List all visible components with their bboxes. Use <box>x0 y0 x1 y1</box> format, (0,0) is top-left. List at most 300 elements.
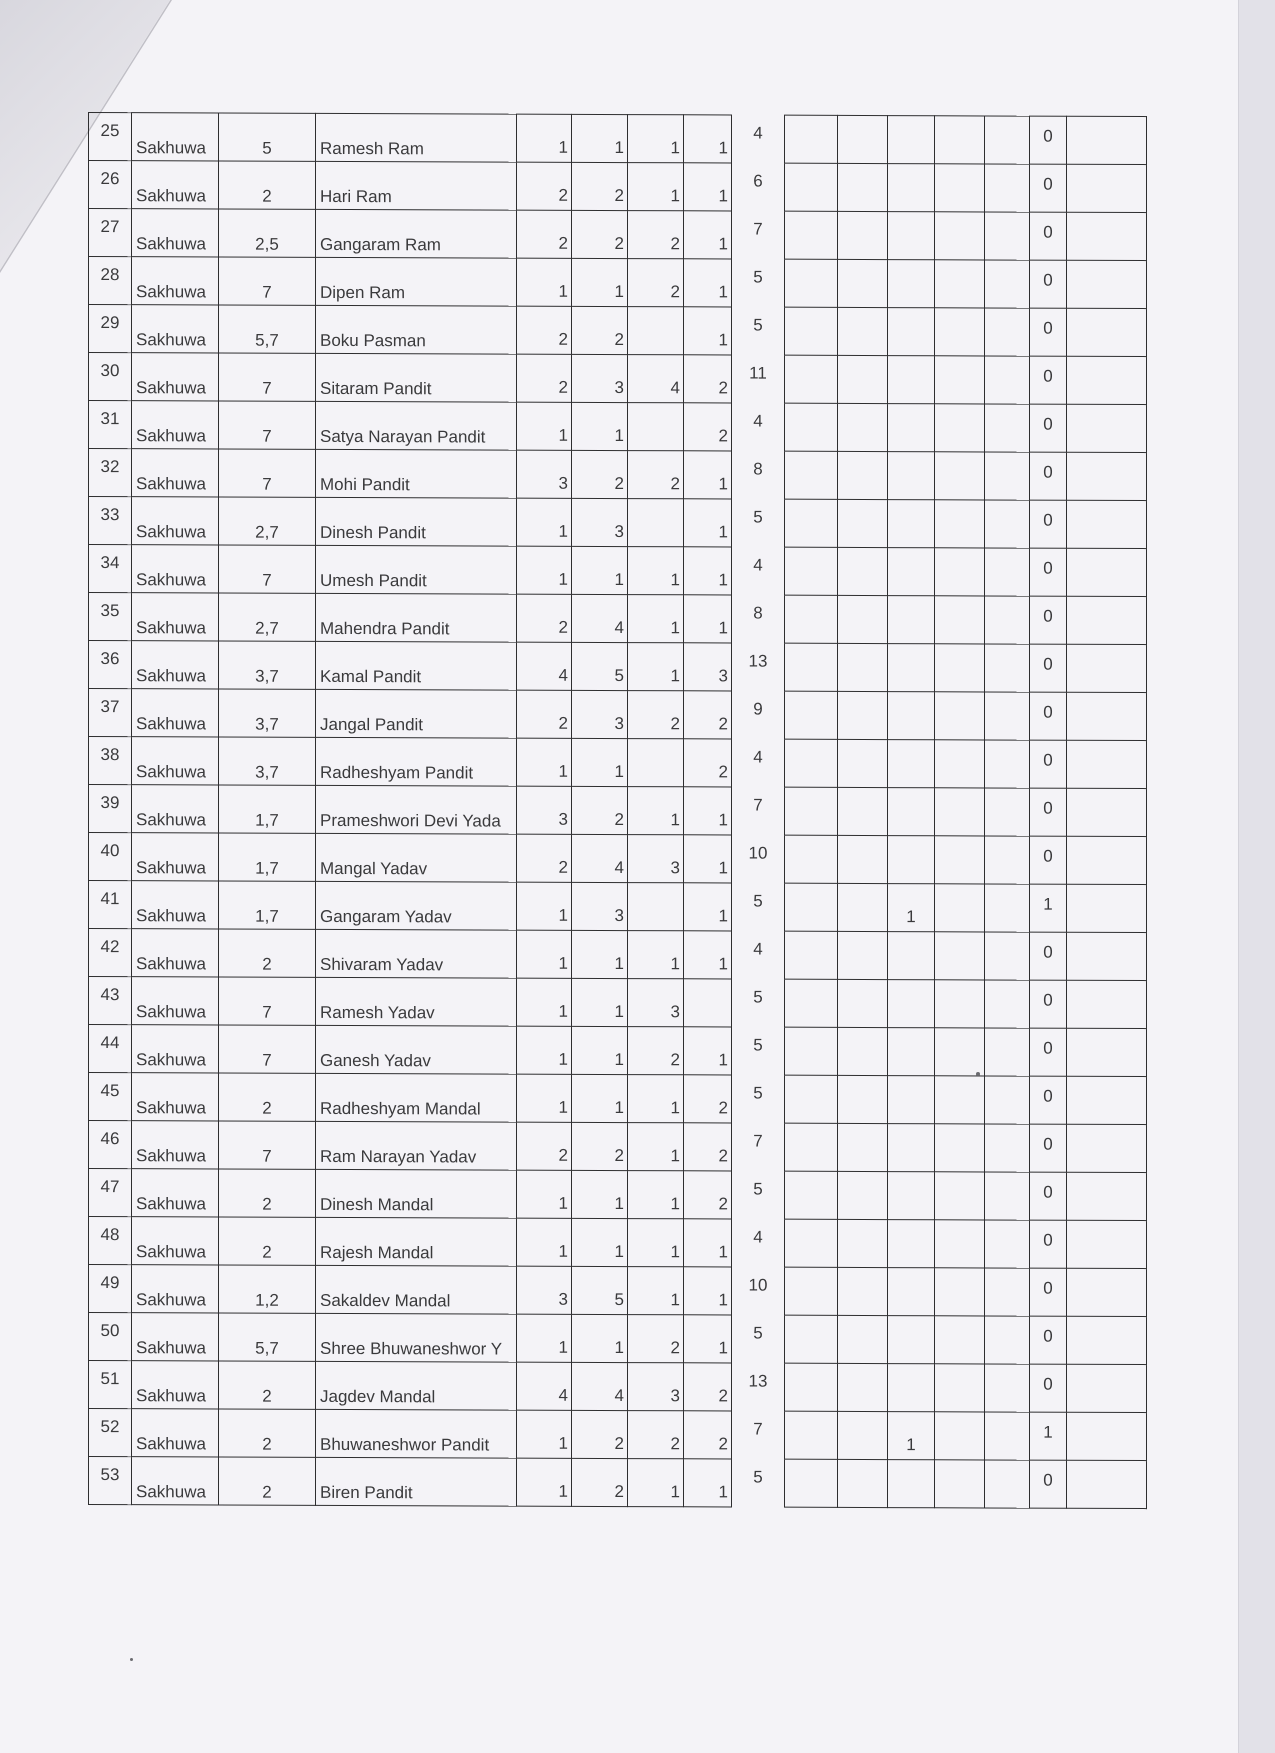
count-cell-3: 1 <box>628 547 684 595</box>
extra-count-cell <box>888 1076 935 1124</box>
blank-cell <box>985 548 1030 596</box>
blank-cell <box>785 547 838 595</box>
count-cell-2: 1 <box>572 930 628 978</box>
blank-cell <box>985 740 1030 788</box>
count-cell-1: 1 <box>517 882 572 930</box>
extra-count-cell <box>888 788 935 836</box>
blank-cell <box>1067 1172 1147 1220</box>
total-cell: 13 <box>732 1363 785 1411</box>
blank-cell <box>1067 740 1147 788</box>
count-cell-1: 1 <box>517 402 572 450</box>
extra-count-cell <box>888 1172 935 1220</box>
name-cell: Jagdev Mandal <box>316 1361 517 1410</box>
count-cell-3: 1 <box>628 1075 684 1123</box>
village-cell: Sakhuwa <box>132 1265 219 1313</box>
blank-cell <box>838 403 888 451</box>
blank-cell <box>935 116 985 164</box>
count-cell-3: 2 <box>628 451 684 499</box>
count-cell-2: 1 <box>572 546 628 594</box>
village-cell: Sakhuwa <box>132 641 219 689</box>
blank-cell <box>1067 1028 1147 1076</box>
total-cell: 5 <box>732 1459 785 1507</box>
blank-cell <box>985 116 1030 164</box>
blank-cell <box>785 739 838 787</box>
row-number: 34 <box>89 545 132 593</box>
scan-speck <box>976 1072 980 1076</box>
scan-speck <box>130 1658 133 1661</box>
count-cell-3: 1 <box>628 1219 684 1267</box>
count-cell-4: 1 <box>684 1267 732 1315</box>
blank-cell <box>785 259 838 307</box>
total-cell: 4 <box>732 1219 785 1267</box>
village-cell: Sakhuwa <box>132 929 219 977</box>
blank-cell <box>985 1460 1030 1508</box>
count-cell-1: 4 <box>517 642 572 690</box>
name-cell: Dipen Ram <box>316 257 517 306</box>
table-row <box>89 1361 1147 1413</box>
blank-cell <box>785 1411 838 1459</box>
blank-cell <box>1067 980 1147 1028</box>
village-cell: Sakhuwa <box>132 113 219 161</box>
blank-cell <box>985 788 1030 836</box>
count-cell-3: 2 <box>628 1411 684 1459</box>
count-cell-1: 1 <box>517 930 572 978</box>
blank-cell <box>935 1316 985 1364</box>
count-cell-3: 3 <box>628 979 684 1027</box>
row-number: 31 <box>89 401 132 449</box>
name-cell: Dinesh Pandit <box>316 497 517 546</box>
flag-cell: 0 <box>1030 980 1067 1028</box>
village-cell: Sakhuwa <box>132 1121 219 1169</box>
count-cell-3: 1 <box>628 1171 684 1219</box>
ward-cell: 1,7 <box>219 881 316 929</box>
ward-cell: 7 <box>219 401 316 449</box>
village-cell: Sakhuwa <box>132 305 219 353</box>
count-cell-1: 1 <box>517 1074 572 1122</box>
flag-cell: 0 <box>1030 500 1067 548</box>
name-cell: Hari Ram <box>316 161 517 210</box>
blank-cell <box>1067 308 1147 356</box>
table-row <box>89 737 1147 789</box>
blank-cell <box>1067 116 1147 164</box>
count-cell-4: 1 <box>684 931 732 979</box>
total-cell: 7 <box>732 1411 785 1459</box>
blank-cell <box>985 164 1030 212</box>
blank-cell <box>838 1171 888 1219</box>
blank-cell <box>838 499 888 547</box>
blank-cell <box>935 500 985 548</box>
name-cell: Mahendra Pandit <box>316 593 517 642</box>
row-number: 37 <box>89 689 132 737</box>
blank-cell <box>985 980 1030 1028</box>
blank-cell <box>838 595 888 643</box>
flag-cell: 1 <box>1030 1412 1067 1460</box>
blank-cell <box>785 787 838 835</box>
name-cell: Mangal Yadav <box>316 833 517 882</box>
extra-count-cell <box>888 164 935 212</box>
count-cell-2: 2 <box>572 162 628 210</box>
table-row <box>89 257 1147 309</box>
count-cell-3: 1 <box>628 115 684 163</box>
blank-cell <box>935 1172 985 1220</box>
ward-cell: 7 <box>219 449 316 497</box>
table-row <box>89 1073 1147 1125</box>
flag-cell: 0 <box>1030 548 1067 596</box>
count-cell-1: 3 <box>517 786 572 834</box>
blank-cell <box>985 356 1030 404</box>
extra-count-cell <box>888 932 935 980</box>
blank-cell <box>785 1219 838 1267</box>
name-cell: Mohi Pandit <box>316 449 517 498</box>
count-cell-4: 2 <box>684 403 732 451</box>
count-cell-3 <box>628 403 684 451</box>
count-cell-2: 1 <box>572 114 628 162</box>
blank-cell <box>838 1219 888 1267</box>
village-cell: Sakhuwa <box>132 257 219 305</box>
page-edge <box>1238 0 1275 1753</box>
blank-cell <box>1067 692 1147 740</box>
village-cell: Sakhuwa <box>132 785 219 833</box>
extra-count-cell: 1 <box>888 1412 935 1460</box>
count-cell-3: 1 <box>628 643 684 691</box>
blank-cell <box>1067 884 1147 932</box>
table-row <box>89 1121 1147 1173</box>
count-cell-1: 1 <box>517 546 572 594</box>
table-row <box>89 545 1147 597</box>
extra-count-cell <box>888 212 935 260</box>
blank-cell <box>785 355 838 403</box>
count-cell-2: 4 <box>572 834 628 882</box>
blank-cell <box>935 1076 985 1124</box>
blank-cell <box>1067 452 1147 500</box>
extra-count-cell <box>888 1364 935 1412</box>
flag-cell: 0 <box>1030 212 1067 260</box>
flag-cell: 0 <box>1030 308 1067 356</box>
count-cell-1: 2 <box>517 210 572 258</box>
village-cell: Sakhuwa <box>132 977 219 1025</box>
name-cell: Ramesh Yadav <box>316 977 517 1026</box>
count-cell-4: 1 <box>684 1027 732 1075</box>
village-cell: Sakhuwa <box>132 1217 219 1265</box>
flag-cell: 0 <box>1030 1124 1067 1172</box>
flag-cell: 0 <box>1030 788 1067 836</box>
count-cell-2: 1 <box>572 402 628 450</box>
row-number: 32 <box>89 449 132 497</box>
row-number: 44 <box>89 1025 132 1073</box>
blank-cell <box>1067 356 1147 404</box>
total-cell: 5 <box>732 1171 785 1219</box>
extra-count-cell: 1 <box>888 884 935 932</box>
count-cell-1: 2 <box>517 306 572 354</box>
blank-cell <box>1067 1364 1147 1412</box>
table-row <box>89 1265 1147 1317</box>
blank-cell <box>785 595 838 643</box>
count-cell-4: 1 <box>684 595 732 643</box>
name-cell: Sitaram Pandit <box>316 353 517 402</box>
flag-cell: 0 <box>1030 1316 1067 1364</box>
total-cell: 5 <box>732 1027 785 1075</box>
table-row <box>89 497 1147 549</box>
blank-cell <box>985 932 1030 980</box>
table-row <box>89 1409 1147 1461</box>
blank-cell <box>935 788 985 836</box>
blank-cell <box>935 1460 985 1508</box>
count-cell-2: 1 <box>572 1074 628 1122</box>
blank-cell <box>1067 212 1147 260</box>
count-cell-4: 2 <box>684 1171 732 1219</box>
table-row <box>89 353 1147 405</box>
row-number: 51 <box>89 1361 132 1409</box>
blank-cell <box>785 499 838 547</box>
blank-cell <box>985 1220 1030 1268</box>
count-cell-1: 1 <box>517 498 572 546</box>
flag-cell: 0 <box>1030 452 1067 500</box>
ward-cell: 5 <box>219 113 316 161</box>
count-cell-3: 1 <box>628 163 684 211</box>
count-cell-4: 2 <box>684 1123 732 1171</box>
row-number: 33 <box>89 497 132 545</box>
blank-cell <box>985 1028 1030 1076</box>
table-row <box>89 305 1147 357</box>
count-cell-2: 1 <box>572 1170 628 1218</box>
table-row <box>89 929 1147 981</box>
row-number: 28 <box>89 257 132 305</box>
total-cell: 5 <box>732 499 785 547</box>
village-cell: Sakhuwa <box>132 497 219 545</box>
blank-cell <box>838 787 888 835</box>
row-number: 46 <box>89 1121 132 1169</box>
count-cell-2: 3 <box>572 690 628 738</box>
blank-cell <box>935 1412 985 1460</box>
blank-cell <box>935 884 985 932</box>
blank-cell <box>935 356 985 404</box>
count-cell-2: 2 <box>572 1122 628 1170</box>
blank-cell <box>838 835 888 883</box>
count-cell-3: 3 <box>628 1363 684 1411</box>
count-cell-3 <box>628 739 684 787</box>
ward-cell: 2 <box>219 1217 316 1265</box>
blank-cell <box>838 1027 888 1075</box>
extra-count-cell <box>888 1316 935 1364</box>
count-cell-3: 2 <box>628 1027 684 1075</box>
count-cell-1: 1 <box>517 1218 572 1266</box>
row-number: 39 <box>89 785 132 833</box>
count-cell-4: 1 <box>684 307 732 355</box>
ward-cell: 7 <box>219 545 316 593</box>
village-cell: Sakhuwa <box>132 401 219 449</box>
count-cell-1: 2 <box>517 1122 572 1170</box>
name-cell: Kamal Pandit <box>316 641 517 690</box>
blank-cell <box>985 1268 1030 1316</box>
blank-cell <box>785 1363 838 1411</box>
name-cell: Umesh Pandit <box>316 545 517 594</box>
village-cell: Sakhuwa <box>132 737 219 785</box>
extra-count-cell <box>888 836 935 884</box>
count-cell-1: 1 <box>517 1026 572 1074</box>
table-row <box>89 1313 1147 1365</box>
blank-cell <box>935 1268 985 1316</box>
blank-cell <box>935 1124 985 1172</box>
ward-cell: 3,7 <box>219 737 316 785</box>
row-number: 53 <box>89 1457 132 1505</box>
extra-count-cell <box>888 548 935 596</box>
blank-cell <box>1067 548 1147 596</box>
blank-cell <box>985 1412 1030 1460</box>
count-cell-2: 1 <box>572 1314 628 1362</box>
count-cell-4: 2 <box>684 1075 732 1123</box>
count-cell-4: 2 <box>684 1363 732 1411</box>
name-cell: Boku Pasman <box>316 305 517 354</box>
extra-count-cell <box>888 644 935 692</box>
name-cell: Radheshyam Mandal <box>316 1073 517 1122</box>
blank-cell <box>838 355 888 403</box>
blank-cell <box>985 1316 1030 1364</box>
count-cell-3: 2 <box>628 211 684 259</box>
blank-cell <box>985 404 1030 452</box>
name-cell: Shivaram Yadav <box>316 929 517 978</box>
count-cell-1: 1 <box>517 1458 572 1506</box>
village-cell: Sakhuwa <box>132 449 219 497</box>
row-number: 52 <box>89 1409 132 1457</box>
extra-count-cell <box>888 452 935 500</box>
count-cell-2: 2 <box>572 786 628 834</box>
flag-cell: 0 <box>1030 932 1067 980</box>
blank-cell <box>838 211 888 259</box>
ward-cell: 7 <box>219 353 316 401</box>
blank-cell <box>785 211 838 259</box>
blank-cell <box>785 1171 838 1219</box>
count-cell-3: 1 <box>628 595 684 643</box>
table-row <box>89 113 1147 165</box>
blank-cell <box>935 548 985 596</box>
blank-cell <box>935 164 985 212</box>
flag-cell: 0 <box>1030 1364 1067 1412</box>
blank-cell <box>935 932 985 980</box>
blank-cell <box>1067 1076 1147 1124</box>
row-number: 38 <box>89 737 132 785</box>
count-cell-3: 3 <box>628 835 684 883</box>
count-cell-2: 5 <box>572 1266 628 1314</box>
total-cell: 13 <box>732 643 785 691</box>
blank-cell <box>935 740 985 788</box>
count-cell-2: 4 <box>572 1362 628 1410</box>
count-cell-3: 1 <box>628 1267 684 1315</box>
blank-cell <box>935 692 985 740</box>
blank-cell <box>985 644 1030 692</box>
village-cell: Sakhuwa <box>132 545 219 593</box>
count-cell-1: 1 <box>517 1170 572 1218</box>
total-cell: 5 <box>732 883 785 931</box>
blank-cell <box>985 1124 1030 1172</box>
blank-cell <box>838 307 888 355</box>
extra-count-cell <box>888 1460 935 1508</box>
count-cell-2: 2 <box>572 1458 628 1506</box>
count-cell-3: 1 <box>628 1459 684 1507</box>
blank-cell <box>985 260 1030 308</box>
blank-cell <box>838 691 888 739</box>
total-cell: 11 <box>732 355 785 403</box>
count-cell-2: 2 <box>572 306 628 354</box>
extra-count-cell <box>888 1124 935 1172</box>
ward-cell: 7 <box>219 257 316 305</box>
table-row <box>89 449 1147 501</box>
row-number: 40 <box>89 833 132 881</box>
count-cell-1: 2 <box>517 594 572 642</box>
count-cell-3: 2 <box>628 259 684 307</box>
count-cell-4: 1 <box>684 259 732 307</box>
blank-cell <box>785 115 838 163</box>
blank-cell <box>1067 404 1147 452</box>
ward-cell: 2 <box>219 1409 316 1457</box>
blank-cell <box>1067 788 1147 836</box>
village-cell: Sakhuwa <box>132 1073 219 1121</box>
count-cell-3 <box>628 307 684 355</box>
count-cell-2: 2 <box>572 210 628 258</box>
blank-cell <box>985 884 1030 932</box>
blank-cell <box>838 451 888 499</box>
blank-cell <box>1067 836 1147 884</box>
village-cell: Sakhuwa <box>132 1169 219 1217</box>
blank-cell <box>935 260 985 308</box>
blank-cell <box>1067 596 1147 644</box>
village-cell: Sakhuwa <box>132 1457 219 1505</box>
village-cell: Sakhuwa <box>132 1361 219 1409</box>
extra-count-cell <box>888 740 935 788</box>
row-number: 45 <box>89 1073 132 1121</box>
blank-cell <box>785 979 838 1027</box>
row-number: 50 <box>89 1313 132 1361</box>
blank-cell <box>838 163 888 211</box>
village-cell: Sakhuwa <box>132 1025 219 1073</box>
total-cell: 4 <box>732 115 785 163</box>
count-cell-2: 3 <box>572 498 628 546</box>
extra-count-cell <box>888 1028 935 1076</box>
total-cell: 7 <box>732 211 785 259</box>
extra-count-cell <box>888 1268 935 1316</box>
total-cell: 10 <box>732 1267 785 1315</box>
total-cell: 7 <box>732 1123 785 1171</box>
count-cell-3: 1 <box>628 931 684 979</box>
blank-cell <box>1067 1412 1147 1460</box>
village-cell: Sakhuwa <box>132 209 219 257</box>
village-cell: Sakhuwa <box>132 1313 219 1361</box>
count-cell-2: 1 <box>572 258 628 306</box>
row-number: 48 <box>89 1217 132 1265</box>
row-number: 30 <box>89 353 132 401</box>
blank-cell <box>985 452 1030 500</box>
flag-cell: 0 <box>1030 164 1067 212</box>
blank-cell <box>838 1459 888 1507</box>
total-cell: 9 <box>732 691 785 739</box>
flag-cell: 0 <box>1030 404 1067 452</box>
name-cell: Jangal Pandit <box>316 689 517 738</box>
count-cell-2: 5 <box>572 642 628 690</box>
count-cell-1: 4 <box>517 1362 572 1410</box>
total-cell: 4 <box>732 931 785 979</box>
extra-count-cell <box>888 116 935 164</box>
blank-cell <box>785 307 838 355</box>
blank-cell <box>1067 260 1147 308</box>
blank-cell <box>785 1075 838 1123</box>
ward-cell: 2 <box>219 1457 316 1505</box>
total-cell: 6 <box>732 163 785 211</box>
blank-cell <box>785 643 838 691</box>
count-cell-2: 1 <box>572 1026 628 1074</box>
blank-cell <box>935 308 985 356</box>
blank-cell <box>935 1220 985 1268</box>
name-cell: Rajesh Mandal <box>316 1217 517 1266</box>
row-number: 41 <box>89 881 132 929</box>
